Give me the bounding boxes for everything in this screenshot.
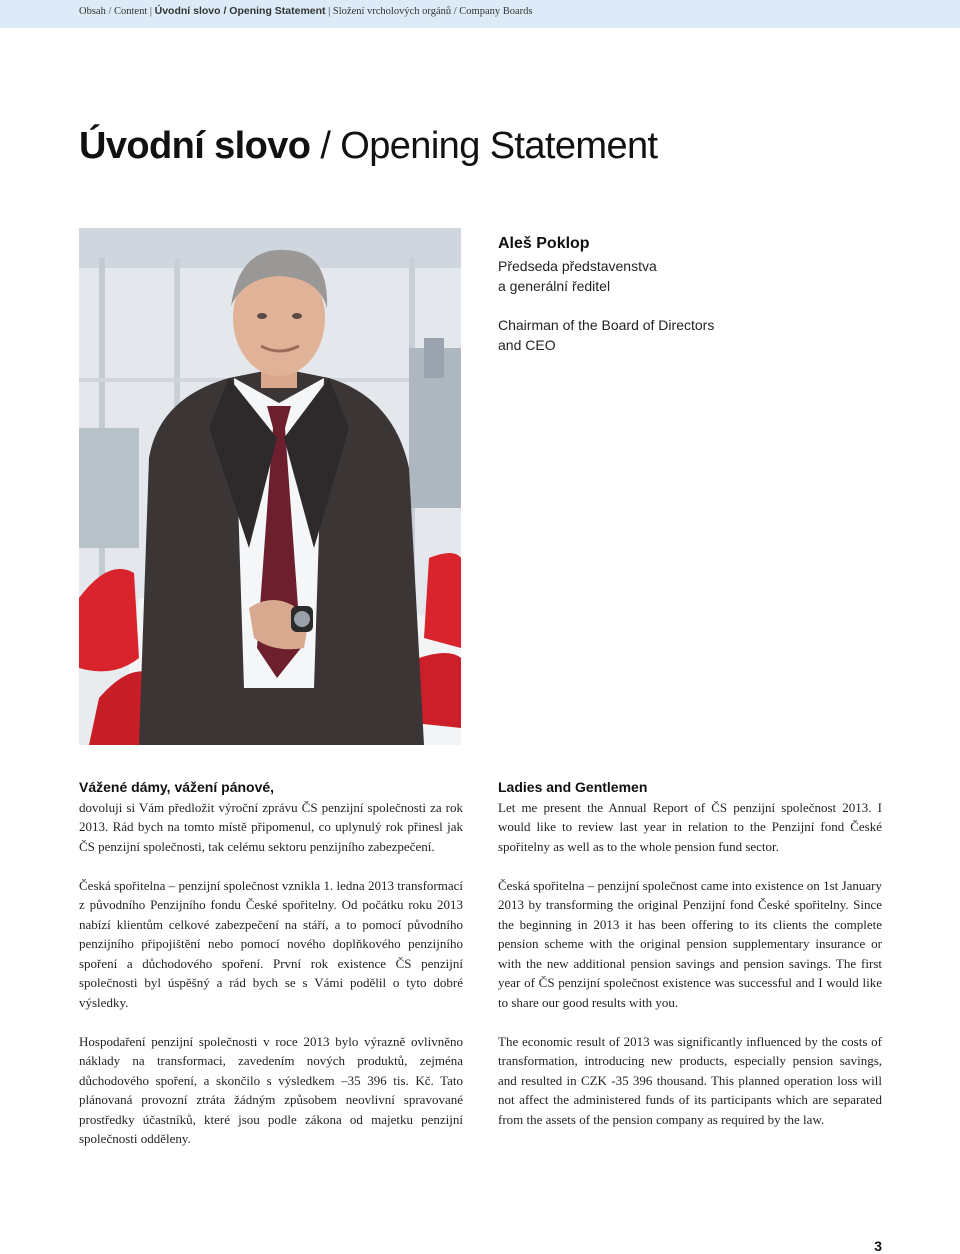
page-number: 3	[874, 1238, 882, 1254]
english-text-column	[498, 778, 882, 1149]
page-title-rest: / Opening Statement	[310, 125, 658, 167]
person-title-cz-line1: Předseda představenstva	[498, 258, 657, 274]
breadcrumb-separator: |	[147, 6, 155, 17]
breadcrumb	[79, 5, 532, 17]
breadcrumb-link-company-boards[interactable]: Složení vrcholových orgánů / Company Boards	[332, 6, 533, 17]
czech-paragraph-2: Česká spořitelna – penzijní společnost vznikla 1. ledna 2013 transformací z původního Penzijního fondu České spořitelny. Od počátku roku 2013 nabízí klientům celkové zabezpečení na stáří, a to pomocí původního penzijního připojištění nebo pomocí nového doplňkového penzijního spoření a důchodového spoření. První rok existence ČS penzijní společnosti byl úspěšný a rád bych se s Vámi podělil o tyto dobré výsledky.	[79, 877, 463, 1010]
english-paragraph-2: Česká spořitelna – penzijní společnost came into existence on 1st January 2013 by transforming the original Penzijní fond České spořitelny. Since the beginning in 2013 it has been offering to its clients the complete pension scheme with the original pension supplementary insurance or with the new additional pension savings and pension savings. The first year of ČS penzijní společnost existence was successful and I would like to share our good results with you.	[498, 877, 882, 1010]
person-name: Aleš Poklop	[498, 235, 590, 252]
breadcrumb-link-opening-statement[interactable]: Úvodní slovo / Opening Statement	[154, 5, 326, 17]
portrait-photo	[79, 228, 461, 745]
person-info	[498, 235, 714, 355]
czech-salutation-heading: Vážené dámy, vážení pánové,	[79, 779, 275, 795]
breadcrumb-separator: |	[325, 6, 333, 17]
english-salutation-heading: Ladies and Gentlemen	[498, 779, 648, 795]
portrait-illustration	[79, 228, 461, 745]
person-title-en-line1: Chairman of the Board of Directors	[498, 317, 715, 333]
person-title-en-line2: and CEO	[498, 336, 556, 353]
breadcrumb-link-contents[interactable]: Obsah / Content	[79, 6, 148, 17]
page-title-bold: Úvodní slovo	[79, 125, 311, 167]
czech-paragraph-3: Hospodaření penzijní společnosti v roce 2013 bylo výrazně ovlivněno náklady na transformaci, zavedením nových produktů, zejména důchodového spoření, a skončilo s výsledkem –35 396 tis. Kč. Tato plánovaná provozní ztráta žádným způsobem neovlivní spravované prostředky účastníků, které jsou podle zákona od majetku penzijní společnosti odděleny.	[79, 1033, 463, 1146]
page-title	[79, 125, 658, 168]
top-navigation-bar	[0, 0, 960, 28]
english-paragraph-3: The economic result of 2013 was significantly influenced by the costs of transformation, introducing new products, especially pension savings, and resulted in CZK -35 396 thousand. This planned operation loss will not affect the administered funds of its participants which are separated from the assets of the pension company as required by the law.	[498, 1033, 882, 1127]
person-title-cz-line2: a generální ředitel	[498, 277, 611, 294]
english-paragraph-1: Let me present the Annual Report of ČS penzijní společnost 2013. I would like to review last year in relation to the Penzijní fond České spořitelny as well as to the whole pension fund sector.	[498, 799, 882, 854]
spacer	[498, 296, 714, 316]
czech-paragraph-1: dovoluji si Vám předložit výroční zprávu ČS penzijní společnosti za rok 2013. Rád bych na tomto místě připomenul, co uplynulý rok přinesl jak ČS penzijní společnosti, tak celému sektoru penzijního zabezpečení.	[79, 799, 463, 854]
czech-text-column	[79, 778, 463, 1168]
